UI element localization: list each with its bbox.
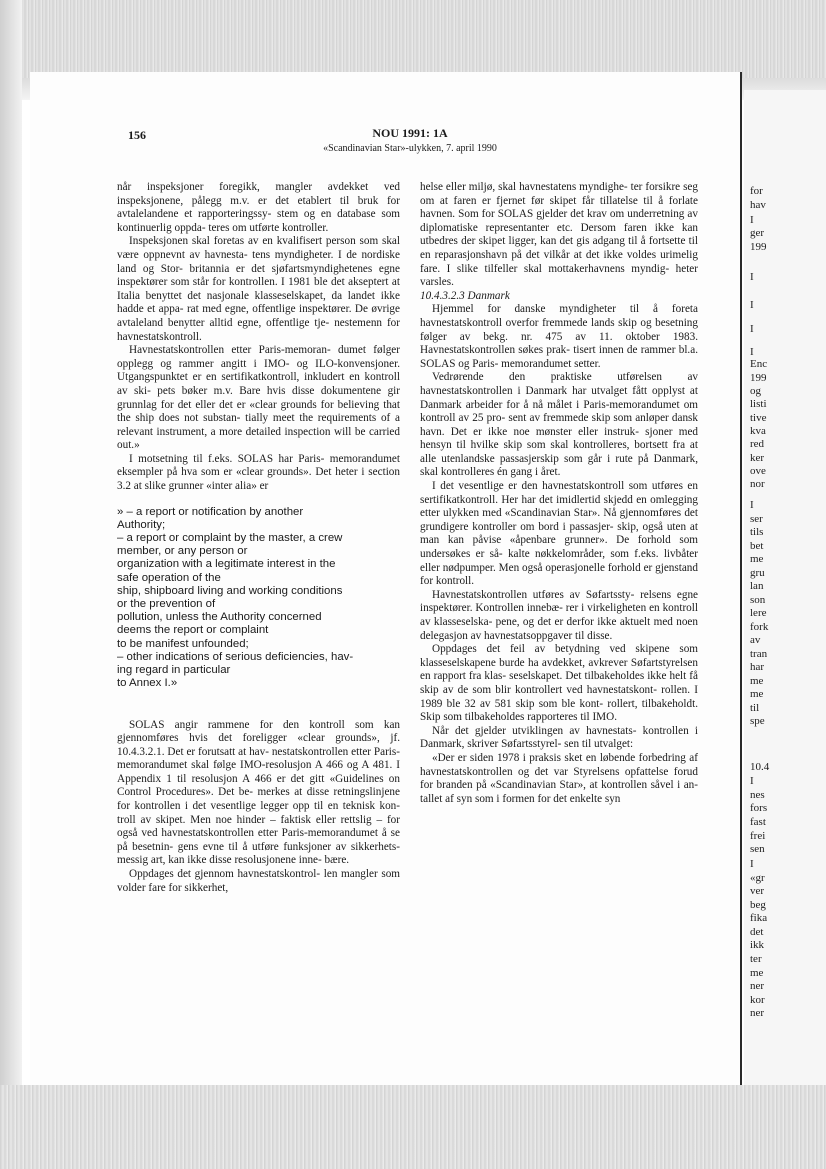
adjacent-page-fragment: spe (750, 715, 765, 727)
quote-line: organization with a legitimate interest in the (117, 558, 336, 571)
paragraph: Når det gjelder utviklingen av havnestats- kontrollen i Danmark, skriver Søfartsstyrel- sen til utvalget: (420, 724, 698, 751)
adjacent-page-fragment: I (750, 775, 754, 787)
paragraph: Havnestatskontrollen utføres av Søfartssty- relsens egne inspektører. Kontrollen innebæ- rer i virkeligheten en kontroll av klasseselska- pene, og det er derfor ikke aktuelt med noen delegasjon av havnestatsoppgaver til disse. (420, 588, 698, 642)
paragraph: SOLAS angir rammene for den kontroll som kan gjennomføres hvis det foreligger «clear grounds», jf. 10.4.3.2.1. Det er forutsatt at hav- nestatskontrollen etter Paris-memorandumet skal følge IMO-resolusjon A 466 og A 481. I Appendix 1 til resolusjon A 466 er det gitt «Guidelines on Control Procedures». Det be- merkes at disse retningslinjene for kontrollen i det vesentlige legger opp til en teknisk kon- troll av skipet. Men noe hinder – faktisk eller rettslig – for også ved havnestatskontrollen etter Paris-memorandumet å se på besetnin- gens evne til å utføre funksjoner av sikkerhets- messig art, kan ikke disse resolusjonene inne- bære. (117, 718, 400, 867)
section-heading: 10.4.3.2.3 Danmark (420, 289, 510, 302)
adjacent-page-fragment: I (750, 299, 754, 311)
adjacent-page-fragment: listi (750, 398, 767, 410)
paragraph: Oppdages det gjennom havnestatskontrol- len mangler som volder fare for sikkerhet, (117, 868, 400, 894)
adjacent-page-fragment: Enc (750, 358, 768, 370)
quote-line: Authority; (117, 518, 166, 531)
page-subtitle: «Scandinavian Star»-ulykken, 7. april 1990 (323, 143, 497, 154)
adjacent-page-fragment: 199 (750, 241, 767, 253)
adjacent-page-fragment: I (750, 323, 754, 335)
adjacent-page-fragment: «gr (750, 872, 765, 884)
adjacent-page-fragment: det (750, 926, 764, 938)
adjacent-page-fragment: beg (750, 899, 766, 911)
quote-line: – other indications of serious deficiencies, hav- (117, 650, 354, 663)
adjacent-page-fragment: av (750, 634, 761, 646)
adjacent-page-fragment: son (750, 594, 766, 606)
paragraph: Inspeksjonen skal foretas av en kvalifisert person som skal være oppnevnt av havnesta- tens myndigheter. I de nordiske land og Stor- britannia er det sjøfartsmyndighetenes egne inspektører som står for kontrollen. I 1981 ble det akseptert at Italia benyttet det nasjonale klasseselskapet, da landet ikke hadde et appa- rat med egne, offentlige inspektører. De øvrige avtaleland benytter alltid egne, offentlige tje- nestemenn for havnestatskontroll. (117, 235, 400, 343)
adjacent-page-fragment: bet (750, 540, 764, 552)
adjacent-page-fragment: kva (750, 425, 766, 437)
quote-line: ing regard in particular (117, 664, 231, 677)
adjacent-page-fragment: for (750, 185, 763, 197)
adjacent-page-fragment: tran (750, 648, 768, 660)
adjacent-page-fragment: tils (750, 526, 764, 538)
left-column (117, 181, 400, 895)
adjacent-page-fragment: I (750, 858, 754, 870)
adjacent-page-fragment: I (750, 271, 754, 283)
adjacent-page-fragment: ser (750, 513, 763, 525)
adjacent-page-fragment: ove (750, 465, 766, 477)
adjacent-page-fragment: sen (750, 843, 765, 855)
quote-line: safe operation of the (117, 571, 221, 584)
adjacent-page-fragment: 199 (750, 372, 767, 384)
adjacent-page-fragment: lere (750, 607, 767, 619)
paragraph: Vedrørende den praktiske utførelsen av havnestatskontrollen i Danmark har utvalget fått opplyst at Danmark arbeider for å nå målet i Paris-memorandumet om kontroll av 25 pro- sent av fremmede skip som anløper dansk havn. Det er ikke noe mønster eller instruk- sjoner med hensyn til hvilke skip som skal kontrolleres, bortsett fra at alle utenlandske passasjerskip som går i rute på Danmark, skal kontrolleres én gang i året. (420, 371, 698, 479)
adjacent-page-fragment: red (750, 438, 765, 450)
adjacent-page-fragment: fika (750, 912, 768, 924)
adjacent-page-fragment: I (750, 499, 754, 511)
adjacent-page-fragment: lan (750, 580, 764, 592)
adjacent-page-fragment: frei (750, 830, 766, 842)
adjacent-page-fragment: I (750, 346, 754, 358)
right-column (420, 181, 698, 806)
adjacent-page-fragment: ver (750, 885, 765, 897)
page-number: 156 (128, 128, 146, 142)
adjacent-page-fragment: 10.4 (750, 761, 770, 773)
adjacent-page-fragment: fast (750, 816, 766, 828)
adjacent-page-fragment: ger (750, 227, 765, 239)
adjacent-page-fragment: I (750, 214, 754, 226)
paragraph: helse eller miljø, skal havnestatens myndighe- ter forsikre seg om at faren er fjernet før skipet får tillatelse til å forlate havnen. Som for SOLAS gjelder det krav om underretning av diplomatiske representanter etc. Dersom faren ikke kan utbedres der skipet ligger, kan det gis adgang til å fortsette til en reparasjonshavn på det vilkår at det ikke voldes urimelig fare. I slike tilfeller skal mottakerhavnens myndig- heter varsles. (420, 181, 698, 289)
adjacent-page-fragment: me (750, 675, 764, 687)
adjacent-page-fragment: nor (750, 478, 765, 490)
adjacent-page-fragment: har (750, 661, 765, 673)
block-quote (117, 506, 400, 691)
adjacent-page-fragment: nes (750, 789, 765, 801)
adjacent-page-fragment: ner (750, 1007, 765, 1019)
adjacent-page-fragment: fors (750, 802, 768, 814)
paragraph: I motsetning til f.eks. SOLAS har Paris- memorandumet eksempler på hva som er «clear grounds». Det heter i section 3.2 at slike grunner «inter alia» er (117, 452, 400, 493)
adjacent-page-fragment: me (750, 688, 764, 700)
quote-line: pollution, unless the Authority concerned (117, 611, 322, 624)
quote-line: member, or any person or (117, 545, 248, 558)
quote-line: deems the report or complaint (117, 624, 269, 637)
quote-line: to be manifest unfounded; (117, 637, 249, 650)
adjacent-page-fragment: me (750, 967, 764, 979)
paragraph: Oppdages det feil av betydning ved skipene som klasseselskapene burde ha avdekket, avkrever Søfartstyrelsen en rapport fra klas- seselskapet. Det tilbakeholdes ikke helt få skip av de som blir kontrollert ved havnestatskont- rollen. I 1989 ble 32 av 581 skip som ble kont- rollert, tilbakeholdt. Skip som tilbakeholdes rapporteres til IMO. (420, 643, 698, 724)
paragraph: når inspeksjoner foregikk, mangler avdekket ved inspeksjonene, pålegg m.v. er det etablert til bruk for avtalelandene et rapporteringssy- stem og en database som kontinuerlig oppda- teres om utførte kontroller. (117, 181, 400, 234)
quote-line: ship, shipboard living and working conditions (117, 584, 343, 597)
adjacent-page-fragment: kor (750, 994, 765, 1006)
scan-border-bottom (0, 1085, 826, 1169)
adjacent-page-strip (744, 90, 826, 1090)
adjacent-page-fragment: og (750, 385, 761, 397)
adjacent-page-fragment: tive (750, 412, 767, 424)
adjacent-page-fragment: ikk (750, 939, 765, 951)
quote-line: – a report or complaint by the master, a crew (117, 532, 343, 545)
quoted-paragraph: «Der er siden 1978 i praksis sket en løbende forbedring af havnestatskontrollen og det var Styrelsens opfattelse forud for branden på «Scandinavian Star», at kontrollen såvel i an- tallet af syn som i formen for det enkelte syn (420, 751, 698, 805)
adjacent-page-fragment: ter (750, 953, 762, 965)
page-title: NOU 1991: 1A (372, 126, 448, 140)
paragraph: I det vesentlige er den havnestatskontroll som utføres en sertifikatkontroll. Her har det imidlertid skjedd en omlegging etter ulykken med «Scandinavian Star». Nå gjennomføres det grundigere kontroller om bord i passasjer- skip, også uten at man kan påvise «åpenbare grunner». De forhold som undersøkes er så- kalte nøkkelområder, som f.eks. livbåter eller nødpumper. Men også operasjonelle forhold er gjenstand for kontroll. (420, 480, 698, 588)
adjacent-page-fragment: ner (750, 980, 765, 992)
paragraph: Havnestatskontrollen etter Paris-memoran- dumet følger opplegg og rammer angitt i IMO- og ILO-konvensjoner. Utgangspunktet er en sertifikatkontroll, inkludert en kontroll av ski- pets bøker m.v. Bare hvis disse dokumentene gir grunnlag for det eller det er «clear grounds for believing that the ship does not substan- tially meet the requirements of a relevant instrument, a more detailed inspection will be carried out.» (117, 344, 400, 452)
adjacent-page-fragment: ker (750, 452, 765, 464)
adjacent-page-fragment: me (750, 553, 764, 565)
adjacent-page-fragment: til (750, 702, 760, 714)
quote-line: to Annex I.» (117, 677, 178, 690)
adjacent-page-fragment: hav (750, 199, 766, 211)
quote-line: » – a report or notification by another (117, 505, 304, 518)
scan-border-left (0, 0, 22, 1169)
quote-line: or the prevention of (117, 598, 216, 611)
adjacent-page-fragment: fork (750, 621, 769, 633)
paragraph: Hjemmel for danske myndigheter til å foreta havnestatskontroll overfor fremmede lands skip og besetning følger av bekg. nr. 475 av 11. oktober 1983. Havnestatskontrollen søkes prak- tisert innen de rammer bl.a. SOLAS og Paris- memorandumet setter. (420, 303, 698, 370)
adjacent-page-fragment: gru (750, 567, 765, 579)
